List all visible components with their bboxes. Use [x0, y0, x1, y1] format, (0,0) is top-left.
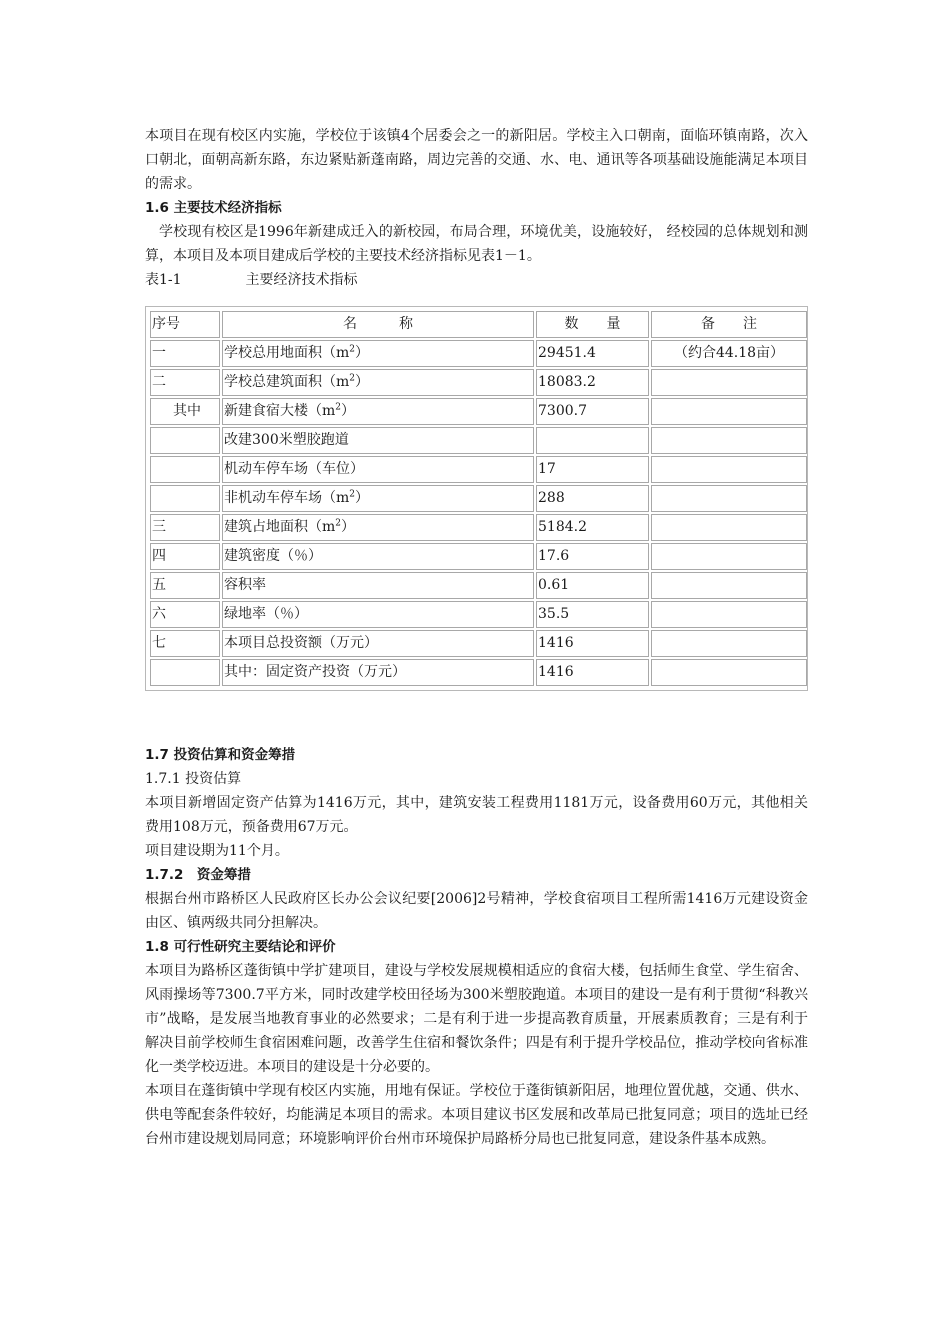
row-quantity: 1416 — [536, 630, 649, 657]
row-name-tail: ） — [341, 403, 356, 419]
row-note — [651, 601, 807, 628]
row-note — [651, 398, 807, 425]
table-row — [150, 514, 807, 541]
row-name — [222, 572, 534, 599]
row-note — [651, 659, 807, 686]
table-row — [150, 427, 807, 454]
row-number: 三 — [150, 514, 220, 541]
construction-period: 项目建设期为11个月。 — [145, 843, 289, 859]
row-name — [222, 543, 534, 570]
table-title: 主要经济技术指标 — [245, 272, 358, 288]
row-number: 七 — [150, 630, 220, 657]
row-number: 四 — [150, 543, 220, 570]
row-name-text: 其中：固定资产投资（万元） — [224, 664, 406, 680]
table-caption — [145, 268, 808, 292]
row-name-text: 新建食宿大楼（m — [224, 403, 336, 419]
row-number: 一 — [150, 340, 220, 367]
table-row — [150, 601, 807, 628]
row-quantity: 18083.2 — [536, 369, 649, 396]
row-number: 其中 — [150, 398, 220, 425]
row-name-text: 建筑密度（％） — [224, 548, 322, 564]
table-row — [150, 369, 807, 396]
section-1-8-paragraph-1: 本项目为路桥区蓬街镇中学扩建项目，建设与学校发展规模相适应的食宿大楼，包括师生食堂、学生宿舍、风雨操场等7300.7平方米，同时改建学校田径场为300米塑胶跑道。本项目的建设一是有利于贯彻“科教兴市”战略，是发展当地教育事业的必然要求；二是有利于进一步提高教育质量，开展素质教育；三是有利于解决目前学校师生食宿困难问题，改善学生住宿和餐饮条件；四是有利于提升学校品位，推动学校向省标准化一类学校迈进。本项目的建设是十分必要的。 — [145, 963, 808, 1075]
row-quantity: 17 — [536, 456, 649, 483]
row-note — [651, 630, 807, 657]
row-number — [150, 456, 220, 483]
row-name-text: 学校总用地面积（m — [224, 345, 350, 361]
row-name-text: 非机动车停车场（m — [224, 490, 350, 506]
row-name-text: 学校总建筑面积（m — [224, 374, 350, 390]
unit-superscript: 2 — [349, 373, 356, 384]
row-name — [222, 630, 534, 657]
table-row — [150, 456, 807, 483]
indicator-table-frame — [145, 306, 808, 691]
section-1-8-paragraph-2: 本项目在蓬街镇中学现有校区内实施，用地有保证。学校位于蓬街镇新阳居，地理位置优越，交通、供水、供电等配套条件较好，均能满足本项目的需求。本项目建议书区发展和改革局已批复同意；项目的选址已经台州市建设规划局同意；环境影响评价台州市环境保护局路桥分局也已批复同意，建设条件基本成熟。 — [145, 1083, 808, 1147]
unit-superscript: 2 — [349, 489, 356, 500]
row-quantity: 5184.2 — [536, 514, 649, 541]
row-name-tail: ） — [341, 519, 356, 535]
section-1-7-1-heading: 1.7.1 投资估算 — [145, 771, 242, 787]
section-1-7-heading: 1.7 投资估算和资金筹措 — [145, 747, 296, 763]
row-quantity: 288 — [536, 485, 649, 512]
section-1-6-paragraph: 学校现有校区是1996年新建成迁入的新校园，布局合理，环境优美，设施较好， 经校园的总体规划和测算，本项目及本项目建成后学校的主要技术经济指标见表1－1。 — [145, 224, 808, 264]
table-row — [150, 340, 807, 367]
header-note: 备 注 — [651, 311, 807, 338]
section-1-8-heading: 1.8 可行性研究主要结论和评价 — [145, 939, 336, 955]
row-note — [651, 514, 807, 541]
row-name — [222, 427, 534, 454]
row-name — [222, 340, 534, 367]
row-quantity: 1416 — [536, 659, 649, 686]
row-number: 五 — [150, 572, 220, 599]
row-name — [222, 456, 534, 483]
row-note — [651, 572, 807, 599]
table-row — [150, 543, 807, 570]
header-name: 名 称 — [222, 311, 534, 338]
row-note — [651, 456, 807, 483]
table-label: 表1-1 — [145, 272, 182, 288]
row-quantity: 17.6 — [536, 543, 649, 570]
header-no: 序号 — [150, 311, 220, 338]
row-name-text: 绿地率（％） — [224, 606, 308, 622]
row-name — [222, 369, 534, 396]
row-note — [651, 427, 807, 454]
row-name-text: 建筑占地面积（m — [224, 519, 336, 535]
unit-superscript: 2 — [349, 344, 356, 355]
row-name-tail: ） — [355, 490, 370, 506]
unit-superscript: 2 — [335, 402, 342, 413]
row-quantity: 7300.7 — [536, 398, 649, 425]
row-name-text: 本项目总投资额（万元） — [224, 635, 378, 651]
row-note — [651, 543, 807, 570]
row-name-text: 机动车停车场（车位） — [224, 461, 364, 477]
indicator-table — [148, 309, 809, 688]
row-name — [222, 514, 534, 541]
row-note: （约合44.18亩） — [651, 340, 807, 367]
section-1-7-2-heading: 1.7.2 资金筹措 — [145, 867, 251, 883]
section-1-7-1-paragraph: 本项目新增固定资产估算为1416万元，其中，建筑安装工程费用1181万元，设备费用60万元，其他相关费用108万元，预备费用67万元。 — [145, 795, 808, 835]
row-name — [222, 659, 534, 686]
table-row — [150, 630, 807, 657]
row-name-text: 容积率 — [224, 577, 266, 593]
intro-paragraph: 本项目在现有校区内实施，学校位于该镇4个居委会之一的新阳居。学校主入口朝南，面临环镇南路，次入口朝北，面朝高新东路，东边紧贴新蓬南路，周边完善的交通、水、电、通讯等各项基础设施能满足本项目的需求。 — [145, 128, 808, 192]
table-header-row — [150, 311, 807, 338]
row-number — [150, 427, 220, 454]
row-name — [222, 601, 534, 628]
document-page — [145, 124, 808, 1151]
row-name — [222, 485, 534, 512]
row-name — [222, 398, 534, 425]
row-number — [150, 485, 220, 512]
row-number: 六 — [150, 601, 220, 628]
row-note — [651, 485, 807, 512]
row-quantity: 0.61 — [536, 572, 649, 599]
row-note — [651, 369, 807, 396]
row-quantity — [536, 427, 649, 454]
table-row — [150, 659, 807, 686]
row-name-tail: ） — [355, 374, 370, 390]
row-quantity: 35.5 — [536, 601, 649, 628]
row-name-tail: ） — [355, 345, 370, 361]
row-number — [150, 659, 220, 686]
table-row — [150, 572, 807, 599]
section-1-7-2-paragraph: 根据台州市路桥区人民政府区长办公会议纪要[2006]2号精神，学校食宿项目工程所需1416万元建设资金由区、镇两级共同分担解决。 — [145, 891, 808, 931]
header-qty: 数 量 — [536, 311, 649, 338]
row-quantity: 29451.4 — [536, 340, 649, 367]
table-row — [150, 485, 807, 512]
table-row — [150, 398, 807, 425]
row-number: 二 — [150, 369, 220, 396]
row-name-text: 改建300米塑胶跑道 — [224, 432, 349, 448]
unit-superscript: 2 — [335, 518, 342, 529]
section-1-6-heading: 1.6 主要技术经济指标 — [145, 200, 282, 216]
